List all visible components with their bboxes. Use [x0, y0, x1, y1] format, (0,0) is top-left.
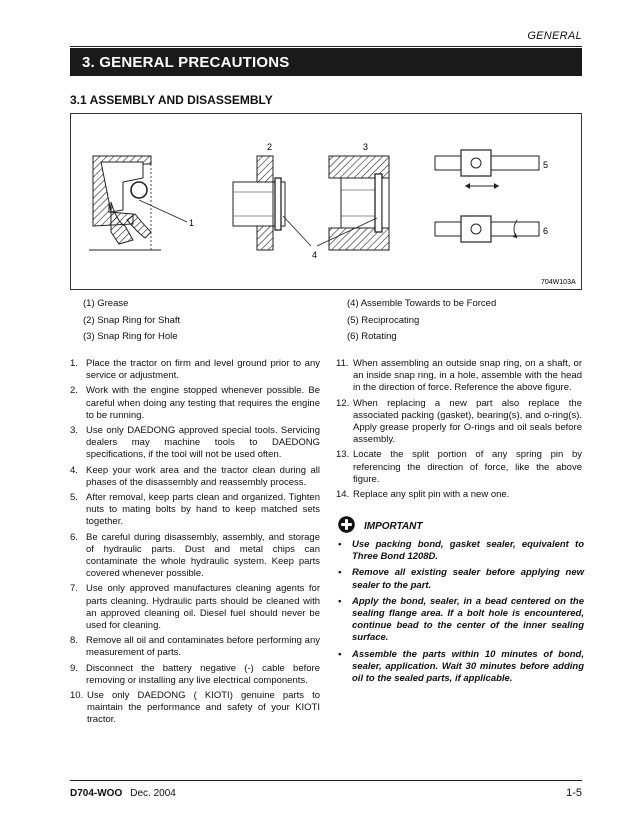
header-rule	[70, 46, 582, 47]
list-item: 7. Use only approved manufactures cleaning agents for parts cleaning. Hydraulic parts should be cleaned with an approved cleaning oil. Diesel fuel should never be used for cleaning.	[70, 583, 320, 632]
legend-left	[83, 296, 180, 346]
oil-seal-drawing	[89, 156, 187, 250]
list-item: 11. When assembling an outside snap ring, on a shaft, or an inside snap ring, in a hole, assemble with the head in the direction of force. Reference the above figure.	[336, 358, 582, 394]
chapter-title: 3. GENERAL PRECAUTIONS	[70, 48, 582, 76]
list-item: 9. Disconnect the battery negative (-) cable before removing or installing any live electrical components.	[70, 662, 320, 686]
callout-5: 5	[543, 160, 549, 170]
important-list	[338, 539, 584, 685]
legend-item: (3) Snap Ring for Hole	[83, 331, 178, 342]
legend-item: (1) Grease	[83, 298, 129, 309]
list-item: 3. Use only DAEDONG approved special tools. Servicing dealers may machine tools to DAEDONG specifications, if the tool will not be used often.	[70, 425, 320, 461]
reciprocating-drawing	[435, 150, 539, 189]
callout-1: 1	[189, 218, 195, 228]
important-header	[338, 516, 584, 533]
steps-list-right	[336, 358, 582, 504]
important-title: IMPORTANT	[364, 521, 423, 532]
page-number: 1-5	[566, 787, 582, 799]
figure-code: 704W103A	[541, 279, 576, 286]
list-item: • Apply the bond, sealer, in a bead centered on the sealing flange area. If a bolt hole is encountered, continue bead to the center of the inner sealing surface.	[338, 595, 584, 644]
list-item: • Remove all existing sealer before applying new sealer to the part.	[338, 567, 584, 591]
plus-circle-icon	[338, 516, 355, 533]
callout-2: 2	[267, 142, 273, 152]
document-code: D704-WOO	[70, 788, 123, 799]
list-item: 13. Locate the split portion of any spring pin by referencing the direction of force, like the above figure.	[336, 449, 582, 485]
callout-6: 6	[543, 226, 549, 236]
assembly-figure	[70, 113, 582, 290]
legend-item: (4) Assemble Towards to be Forced	[347, 298, 497, 309]
important-notice	[338, 516, 584, 689]
legend-item: (2) Snap Ring for Shaft	[83, 314, 181, 326]
list-item: 14. Replace any split pin with a new one.	[336, 489, 510, 501]
steps-list-left	[70, 358, 320, 730]
list-item: • Use packing bond, gasket sealer, equivalent to Three Bond 1208D.	[338, 539, 584, 563]
list-item: 4. Keep your work area and the tractor clean during all phases of the disassembly and reassembly process.	[70, 464, 320, 488]
shaft-snap-ring-drawing	[233, 156, 285, 250]
list-item: 12. When replacing a new part also replace the associated packing (gasket), bearing(s), and o-ring(s). Apply grease properly for O-rings and oil seals before assembly.	[336, 397, 582, 446]
footer-rule	[70, 780, 582, 781]
list-item: 5. After removal, keep parts clean and organized. Tighten nuts to mating bolts by hand to keep matched sets together.	[70, 492, 320, 528]
list-item: 10. Use only DAEDONG ( KIOTI) genuine parts to maintain the performance and safety of your KIOTI tractor.	[70, 690, 320, 726]
legend-item: (5) Reciprocating	[347, 314, 420, 326]
rotating-drawing	[435, 216, 539, 242]
list-item: 2. Work with the engine stopped whenever possible. Be careful when doing any testing that requires the engine to be running.	[70, 385, 320, 421]
legend-right	[347, 296, 496, 346]
figure-illustration	[71, 114, 581, 289]
list-item: 1. Place the tractor on firm and level ground prior to any service or adjustment.	[70, 358, 320, 382]
list-item: 8. Remove all oil and contaminates before performing any measurement of parts.	[70, 635, 320, 659]
callout-4: 4	[312, 250, 318, 260]
list-item: • Assemble the parts within 10 minutes of bond, sealer, application. Wait 30 minutes before adding oil to the sealed parts, if applicable.	[338, 648, 584, 685]
list-item: 6. Be careful during disassembly, assembly, and storage of hydraulic parts. Dust and metal chips can contaminate the whole hydraulic system. Keep parts covered whenever possible.	[70, 531, 320, 580]
legend-item: (6) Rotating	[347, 331, 397, 342]
document-date: Dec. 2004	[130, 788, 176, 799]
footer-left	[70, 788, 176, 799]
section-title: 3.1 ASSEMBLY AND DISASSEMBLY	[70, 93, 273, 107]
running-header: GENERAL	[527, 30, 582, 42]
callout-3: 3	[363, 142, 369, 152]
